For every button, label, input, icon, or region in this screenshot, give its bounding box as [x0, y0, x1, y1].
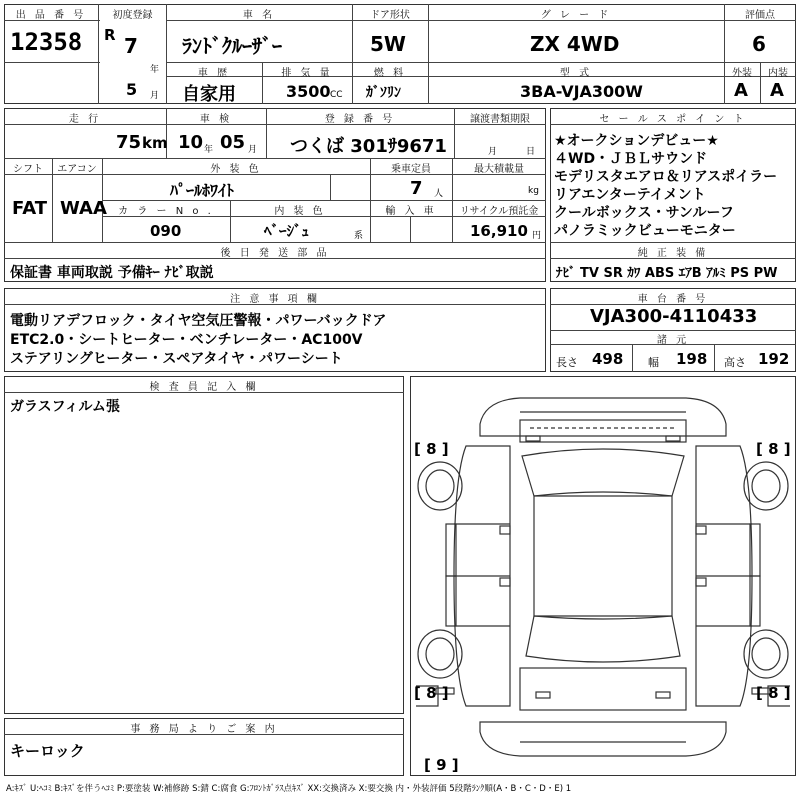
grade: ZX 4WD	[530, 32, 620, 56]
inspection-year-unit: 年	[204, 145, 214, 155]
height: 192	[758, 350, 790, 368]
history-label: 車 歴	[197, 68, 231, 79]
mileage: 75	[116, 132, 142, 153]
genuine-label: 純 正 装 備	[637, 248, 709, 259]
reg-month: 5	[126, 80, 138, 99]
interior-label: 内装	[768, 68, 788, 79]
notice-line-3: ステアリングヒーター・スペアタイヤ・パワーシート	[10, 351, 343, 367]
year-unit: 年	[150, 65, 160, 75]
displacement-label: 排 気 量	[281, 68, 333, 79]
chassis-number: VJA300-4110433	[590, 306, 758, 327]
exterior-label: 外装	[732, 68, 752, 79]
ext-color-label: 外 装 色	[210, 164, 262, 175]
sales-point-6: パノラミックビューモニター	[554, 223, 736, 239]
car-diagram-drawing	[410, 376, 796, 776]
sales-point-label: セ ー ル ス ポ イ ン ト	[599, 114, 747, 125]
grade-label: グ レ ー ド	[540, 10, 612, 21]
genuine-equipment: ﾅﾋﾞ TV SR ｶﾜ ABS ｴｱB ｱﾙﾐ PS PW	[556, 266, 778, 281]
ext-color: ﾊﾟｰﾙﾎﾜｲﾄ	[170, 181, 235, 200]
inspector-label: 検 査 員 記 入 欄	[149, 382, 259, 393]
max-load-unit: kg	[528, 186, 539, 196]
score-label: 評価点	[745, 10, 775, 21]
tire-depth-front-right: [ 8 ]	[756, 440, 791, 458]
height-label: 高さ	[724, 356, 746, 369]
displacement: 3500	[286, 82, 331, 101]
inspector-text: ガラスフィルム張	[10, 399, 120, 415]
length: 498	[592, 350, 624, 368]
fuel: ｶﾞｿﾘﾝ	[366, 85, 401, 101]
width-label: 幅	[648, 356, 659, 369]
transfer-month-unit: 月	[488, 147, 498, 157]
tire-depth-spare: [ 9 ]	[424, 756, 459, 774]
score: 6	[752, 32, 766, 56]
mileage-unit: km	[142, 134, 168, 152]
chassis-label: 車 台 番 号	[637, 294, 709, 305]
sales-point-1: ★オークションデビュー★	[554, 133, 719, 149]
recycle-label: リサイクル預託金	[459, 206, 539, 217]
capacity-unit: 人	[434, 189, 444, 199]
lot-no-label: 出 品 番 号	[15, 10, 87, 21]
aircon-label: エアコン	[57, 164, 97, 175]
inspection-label: 車 検	[199, 114, 233, 125]
color-no-label: カ ラ ー N o .	[118, 206, 214, 217]
model-label: 型 式	[559, 68, 593, 79]
sales-point-4: リアエンターテイメント	[554, 187, 706, 203]
int-color-unit: 系	[354, 231, 364, 241]
car-name: ﾗﾝﾄﾞｸﾙｰｻﾞｰ	[182, 34, 282, 58]
recycle-unit: 円	[532, 231, 542, 241]
office-text: キーロック	[10, 742, 85, 760]
capacity: 7	[410, 178, 423, 199]
later-parts: 保証書 車両取説 予備ｷｰ ﾅﾋﾞ取説	[10, 265, 214, 281]
capacity-label: 乗車定員	[391, 164, 431, 175]
notice-line-2: ETC2.0・シートヒーター・ベンチレーター・AC100V	[10, 332, 363, 348]
width: 198	[676, 350, 708, 368]
inspection-month: 05	[220, 132, 246, 153]
transfer-doc-label: 譲渡書類期限	[470, 114, 530, 125]
notice-line-1: 電動リアデフロック・タイヤ空気圧警報・パワーバックドア	[10, 313, 387, 329]
inspection-year: 10	[178, 132, 204, 153]
tire-depth-front-left: [ 8 ]	[414, 440, 449, 458]
inspection-month-unit: 月	[248, 145, 258, 155]
legend: A:ｷｽﾞ U:ﾍｺﾐ B:ｷｽﾞを伴うﾍｺﾐ P:要塗装 W:補修跡 S:錆 C:腐食 G:ﾌﾛﾝﾄｶﾞﾗｽ点ｷｽﾞ XX:交換済み X:要交換 内・外装評価 5段階ﾗﾝｸ順(A・B・C・D・E) 1	[6, 784, 572, 794]
transfer-day-unit: 日	[526, 147, 536, 157]
import-label: 輸 入 車	[385, 206, 437, 217]
inspector-block	[4, 376, 404, 714]
int-color-label: 内 装 色	[274, 206, 326, 217]
aircon: WAA	[60, 198, 107, 219]
shift-label: シフト	[13, 164, 43, 175]
plate-number: つくば 301ｻ9671	[290, 136, 447, 157]
tire-depth-rear-left: [ 8 ]	[414, 684, 449, 702]
exterior-grade: A	[734, 80, 748, 101]
interior-grade: A	[770, 80, 784, 101]
car-name-label: 車 名	[242, 10, 276, 21]
tire-depth-rear-right: [ 8 ]	[756, 684, 791, 702]
history: 自家用	[182, 84, 236, 105]
sales-point-5: クールボックス・サンルーフ	[554, 205, 734, 221]
office-label: 事 務 局 よ り ご 案 内	[130, 724, 278, 735]
recycle-fee: 16,910	[470, 222, 528, 240]
dimensions-label: 諸 元	[656, 335, 690, 346]
first-reg-label: 初度登録	[112, 10, 153, 21]
era: R	[104, 26, 116, 44]
reg-year: 7	[124, 34, 138, 58]
notice-label: 注 意 事 項 欄	[230, 294, 320, 305]
sales-point-3: モデリスタエアロ＆リアスポイラー	[554, 169, 778, 185]
length-label: 長さ	[556, 356, 578, 369]
displacement-unit: CC	[330, 90, 343, 100]
int-color: ﾍﾞｰｼﾞｭ	[264, 222, 310, 240]
model-code: 3BA-VJA300W	[520, 82, 643, 101]
plate-label: 登 録 番 号	[324, 114, 396, 125]
fuel-label: 燃 料	[373, 68, 407, 79]
lot-number: 12358	[10, 28, 83, 56]
door-type: 5W	[370, 32, 406, 56]
month-unit: 月	[150, 91, 160, 101]
shift: FAT	[12, 198, 48, 219]
sales-point-2: ４WD・ＪＢＬサウンド	[554, 151, 708, 167]
door-label: ドア形状	[370, 10, 410, 21]
mileage-label: 走 行	[68, 114, 102, 125]
color-no: 090	[150, 222, 182, 240]
max-load-label: 最大積載量	[474, 164, 524, 175]
later-parts-label: 後 日 発 送 部 品	[220, 248, 330, 259]
